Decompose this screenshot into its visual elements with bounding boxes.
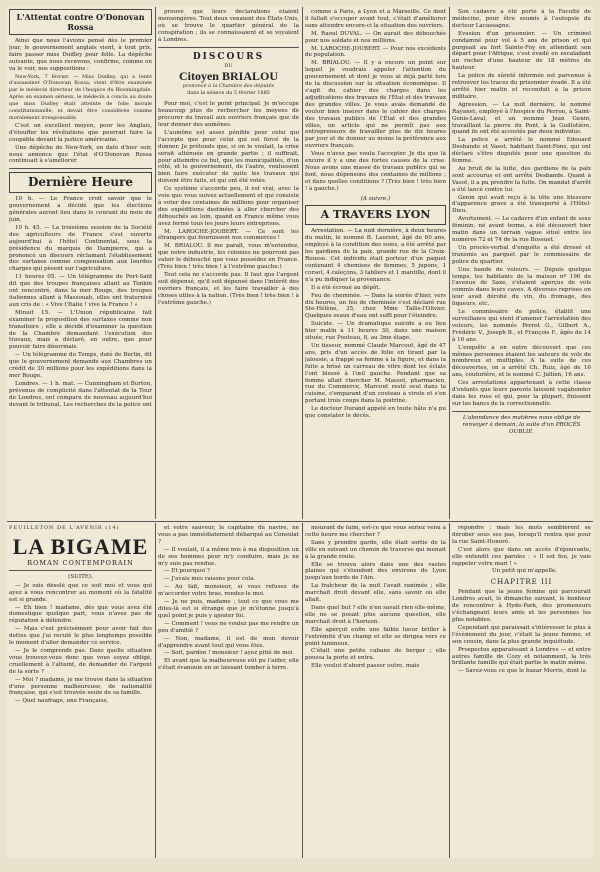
news-item: 10 h. 45. — La troisième session de la Société des agriculteurs de France s'est ouverte aujourd'hui à l'hôtel Continental, sous la présidence du marquis de Dampierre, qui a prononcé un discours réclamant l'établissement des surtaxes comme compensation aux lourdes charges qui pèsent sur l'agriculture. (9, 224, 152, 273)
discours-heading (158, 52, 299, 98)
feuilleton-paragraph: Et avant que la malheureuse eût pu l'aider, elle s'était évanouie en se laissant tomber à terre. (158, 658, 299, 672)
derniere-heure-box (9, 172, 152, 193)
column-1 (9, 9, 152, 519)
feuilleton-paragraph: Dans quel but ? elle n'en savait rien elle-même, elle ne se posait plus aucune question, elle marchait droit à l'horizon. (305, 604, 446, 625)
lyon-item: La police de sûreté informée est parvenue à retrouver les traces du prisonnier évadé. Il a été arrêté hier matin et reconduit à la prison militaire. (452, 73, 591, 100)
column-rule (449, 523, 450, 858)
lyon-item: Un tisseur, nommé Claude Marcout, âgé de 47 ans, pris d'un accès de folie en tirant par la jalousie, a frappé sa femme à la figure, et dans la fuite a brisé un carreau de vitre dont les éclats l'ont blessé à l'œil gauche. Pendant que sa femme allait chercher M. Massot, pharmacien, rue du Commerce, Marcout resté seul dans la cuisine, s'emparant d'un couteau à virole et s'en portant trois coups dans la poitrine. (305, 342, 446, 405)
column-3 (305, 9, 446, 519)
feuilleton-column-4 (452, 525, 591, 856)
news-item: 11 heures 05. — Un télégramme de Port-Saïd dit que des troupes françaises allant au Tonkin ont rencontré, dans la mer Rouge, des troupes italiennes allant à Massouah, elles ont fraternisé aux cris de : « Vive l'Italie ! vive la France ! » (9, 274, 152, 308)
divider (452, 411, 591, 412)
lyon-item: Arrestation. — La nuit dernière, à deux heures du matin, le nommé B. Laurent, âgé de 60 ans, employé à la condition des soies, a été arrêté par les gardiens de la paix, grande rue de la Croix-Rousse. Cet individu était porteur d'un paquet contenant 4 chemises de femmes, 5 jupons, 1 corset, 4 caleçons, 3 tabliers et 1 mantille, dont il n'a pu indiquer la provenance. (305, 228, 446, 283)
column-rule (449, 7, 450, 519)
feuilleton-paragraph: — Je ne puis, madame ; tout ce que vous me dites-là est si étrange que je m'étonne jusqu'à quel point je puis y ajouter foi. (158, 599, 299, 619)
speech-paragraph: M. LAROCHE-JOUBERT. — Ce sont les étrangers qui fournissent nos commerces ! (158, 228, 299, 242)
feuilleton-paragraph: Pendant que la jeune femme qui parcourait Londres avait, le dimanche suivant, le bonheur de rencontrer à Hyde-Park, des promeneurs s'échangeant leurs amis et les personnes les plus notables. (452, 589, 591, 623)
feuilleton-paragraph: Elle aperçut enfin une faible lueur briller à l'extrémité d'un champ et elle se dirigea vers ce point lumineux. (305, 626, 446, 647)
feuilleton-divider (7, 521, 593, 522)
news-item: Minuit 15. — L'Union républicaine fait examiner la proposition des surtaxes comme non transitoire ; elle a décidé d'examiner la question de la Chambre demandant l'exécution des travaux, mais a déclaré, en outre, que pour pouvoir faire désormais. (9, 309, 152, 351)
feuilleton-paragraph: et votre sauveur, le capitaine du navire, ne vous a pas immédiatement débarqué au Consulat ? (158, 525, 299, 545)
lyon-item: Une bande de voleurs. — Depuis quelque temps, les habitants de la maison nº 196 de l'avenue de Saxe, s'étaient aperçus de vols commis dans leurs caves. A diverses reprises on leur avait dérobé du vin, du fromage, des liqueurs, etc. (452, 266, 591, 308)
feuilleton-column-2 (158, 525, 299, 856)
speech-paragraph: M. Raoul DUVAL. — On aurait des débouchés pour nos soldats et nos millions. (305, 30, 446, 44)
lyon-item: Au bruit de la lutte, des gardiens de la paix sont accourus et ont arrêté Desbande. Quant à Vasot, il a pu prendre la fuite. On mandat d'arrêt a été lancé contre lui. (452, 165, 591, 193)
chapter-heading: CHAPITRE III (490, 578, 553, 587)
headline-attentat: L'Attentat contre O'Donovan Rossa (16, 12, 145, 32)
lyon-item: L'enquête a en outre découvert que ces mêmes personnes étaient les auteurs de vols de nombreux et multiples. A la suite de ces découvertes, on a arrêté Ch. Ruiz, âgé de 16 ans, couturière, et le nommé C. Jullien, 16 ans. (452, 344, 591, 379)
discours-title: DISCOURS (192, 51, 265, 62)
newspaper-page (7, 7, 593, 858)
lyon-item: Le docteur Durand appelé en toute hâte n'a pu que constater le décès. (305, 406, 446, 420)
lyon-item: Suicide. — Un dramatique suicide a eu lieu hier matin à 11 heures 30, dans une maison située, rue Pouteau, 8, au 3me étage. (305, 321, 446, 342)
speech-paragraph: L'aumône est assez pénible pour celui qui l'accepte que pour celui qui est forcé de la donner. Je prétends que, si on le voulait, la crise serait atténuée en grande partie ; il suffirait, pour atteindre ce but, que les municipalités, d'un côté, et le gouvernement, de l'autre, voulussent bien faire exécuter de suite les travaux qui doivent être faits, et qui ont été votés. (158, 129, 299, 185)
a-travers-lyon-title: A TRAVERS LYON (320, 208, 431, 222)
speech-continuation: comme à Paris, à Lyon et à Marseille. Ce dont il fallait s'occuper avant tout, c'était d'améliorer sans attendre encore-ci la situation des ouvriers. (305, 9, 446, 29)
feuilleton-paragraph: — Eh bien ! madame, dès que vous avez été domestique quelque part, vous n'avez pas de réputation à défendre. (9, 604, 152, 625)
speech-paragraph: Vous n'avez pas voulu l'accepter. Je dis que là encore il y a une des fortes causes de la crise. Nous avons une masse de travaux publics qui se font, nous dépensons des centaines de millions ; et dans quelles conditions ? (Très bien ! très bien ! à gauche.) (305, 151, 446, 192)
discours-orator: Citoyen BRIALOU (178, 69, 278, 84)
feuilleton-paragraph: C'était une petite cabane de berger ; elle poussa la porte et entra. (305, 648, 446, 662)
lyon-item: Il a été écroué au dépôt. (311, 284, 381, 291)
feuilleton-paragraph: — Je le comprends pas. Dans quelle situation vous trouvez-vous donc que vous soyez obligé, cruellement à l'atteint, de demander de l'argent de la sorte ? (9, 647, 152, 675)
feuilleton-title: LA BIGAME (12, 533, 149, 559)
news-item: 10 h. — Le France croit savoir que le gouvernement a décidé que les élections générales auront lieu dans le courant du mois de juin. (9, 196, 152, 224)
editorial-note: L'abondance des matières nous oblige de renvoyer à demain, la suite d'un PROCÈS OUBLIÉ. (462, 414, 581, 435)
feuilleton-paragraph: Prospectus apparaissant à Londres — et entre autres famille de Cozy et notamment, la très brillante famille qui était partie le matin même. (452, 646, 591, 667)
article-paragraph: C'est un excellent moyen, pour les Anglais, d'étouffer les révélations que pourrait faire la coupable devant la justice américaine. (9, 122, 152, 143)
feuilleton-column-3 (305, 525, 446, 856)
speech-paragraph: Pour moi, c'est le point principal. Je m'occupe beaucoup plus de rechercher les moyens de procurer du travail aux ouvriers français que de leur donner des aumônes. (158, 101, 299, 128)
lyon-item: Agression. — La nuit dernière, le nommé Rayanet, employé à l'hospice du Perron, à Saint-Genis-Laval, et un nommé Jean Genin, travaillant la pierre du Pont, à la Guillotière, quand ils ont été accostés par deux individus. (452, 101, 591, 136)
feuilleton-paragraph: — J'avais mes raisons pour cela. (164, 576, 256, 583)
column-rule (155, 7, 156, 519)
column-rule (302, 523, 303, 858)
article-intro: Ainsi que nous l'avions pensé dès le premier jour, le gouvernement anglais vient, à tout prix, faire passer miss Dudley pour folle. La dépêche suivante, que nous recevons, confirme, comme on va le voir, nos suppositions : (9, 38, 152, 72)
feuilleton-paragraph: La fraîcheur de la nuit l'avait ranimée ; elle marchait droit devant elle, sans savoir où elle allait. (305, 583, 446, 604)
discours-date: dans la séance du 5 février 1885 (187, 90, 270, 97)
speech-paragraph: M. BRIALOU. Il me paraît, vous m'entendez, que notre industrie, les colonies ne pourront pas valoir le débouché que vous possédez en France. (Très bien ! très bien ! à l'extrême gauche.) (158, 243, 299, 271)
lyon-item: La police a arrêté le nommé Edouard Desbande et Vasot, habitant Saint-Fons, qui ont déclaré s'être disputés pour une question de femme. (452, 137, 591, 165)
speech-paragraph: M. BRIALOU. — Il y a encore un point sur lequel je voudrais appeler l'attention du gouvernement et dont je vous ai déjà parlé lors de la discussion sur la situation économique. Il s'agit du cahier des charges dans les adjudications des travaux de l'État et des travaux des grandes villes. Je vous avais demandé de vouloir bien insérer dans le cahier des charges des travaux publics de l'État et des grandes villes, un article qui ne permît pas aux entrepreneurs de travailler plus de dix heures par jour et de donner au moins la préférence aux ouvriers français. (305, 60, 446, 150)
speech-paragraph: Ce système s'accorde peu, il est vrai, avec la voie que vous suivez actuellement et qui consiste à voter des centaines de millions pour organiser des expéditions destinées à aller chercher des débouchés au loin, quand en France même vous avez fermé tous les jours leurs entreprises. (158, 186, 299, 227)
feuilleton-paragraph: — Quel naufrage, une Française, (15, 698, 109, 705)
feuilleton-paragraph: Cependant qui paraissait s'intéresser le plus à l'événement du jour, c'était la jeune femme, et son cousin, dans la plus grande inquiétude. (452, 624, 591, 645)
speech-paragraph: M. LAROCHE-JOUBERT. — Pour nos excédents de population. (305, 45, 446, 59)
lyon-item: Genin qui avait reçu à la tête une blessure d'apparence grave a été transporté à l'Hôtel-Dieu. (452, 194, 591, 215)
column-2 (158, 9, 299, 519)
derniere-heure-title: Dernière Heure (27, 175, 134, 190)
feuilleton-paragraph: C'est alors que dans un accès d'épouvante, elle entendit ces paroles : « Il est fou, je vais rappeler votre mari ! » (452, 546, 591, 567)
feuilleton-paragraph: — Je suis désolé que ce soit moi et vous qui ayez à vous rencontrer au moment où la fatalité est si grande. (9, 582, 152, 603)
feuilleton-paragraph: Un petit qui m'appelle. (491, 568, 558, 575)
discours-du: DU (224, 62, 233, 69)
feuilleton-paragraph: — Comment ! vous ne voulez pas me rendre un peu d'amitié ? (158, 620, 299, 634)
feuilleton-paragraph: — Mais c'est précisément pour avoir fait des dettes que j'ai reculé le plus longtemps possible le moment d'aller demander ce service. (9, 626, 152, 647)
feuilleton-column-1 (9, 525, 152, 856)
feuilleton-paragraph: — Moi ? madame, je me trouve dans la situation d'une personne malheureuse, de nationalité française, qui s'est trouvée seule de sa famille. (9, 676, 152, 697)
feuilleton-paragraph: — Et pourquoi ? (164, 568, 210, 575)
news-item: Londres. — 1 h. mat. — Cunningham et Burton, prévenus de complicité dans l'attentat de la Tour de Londres, ont comparu de nouveau aujourd'hui devant le tribunal. Les recherches de la police ont (9, 380, 152, 408)
discours-occasion: prononcé à la Chambre des députés (182, 83, 275, 90)
feuilleton-paragraph: Elle se trouva alors dans une des vastes plaines qui s'étendent des environs de Lyon jusqu'aux bords de l'Ain. (305, 561, 446, 582)
article-paragraph: Une dépêche de New-York, en date d'hier soir, nous annonce que l'état d'O'Donovan Rossa continuait à s'améliorer. (9, 144, 152, 165)
feuilleton-paragraph: Elle voulut d'abord passer outre, mais (311, 663, 420, 670)
lyon-continuation: Son cadavre a été porté à la Faculté de médecine, pour être soumis à l'autopsie du docteur Lacassagne. (452, 9, 591, 29)
lyon-item: Evasion d'un prisonnier. — Un criminel condamné pour vol à 5 ans de prison et qui purgeait au fort Sainte-Foy en attendant son départ pour l'Afrique, s'est évadé en escaladant un rocher d'une hauteur de 18 mètres de hauteur. (452, 30, 591, 72)
dispatch-text: New-York, 7 février. — Miss Dudley, qui a tenté d'assassiner O'Donovan Rossa, vient d'être examinée par le médecin directeur de l'hospice du Bloomingdale. Après un examen sérieux, le médecin a conclu au doute que miss Dudley était atteinte de folie morale constitutionnelle, et devait être considérée comme moralement irresponsable. (9, 73, 152, 121)
lyon-item: Ces arrestations appartenant à cette classe d'enfants que leurs parents laissent vagabonder dans les rues et qui, pour la plupart, finissent sur les bancs de la correctionnelle. (452, 380, 591, 407)
divider (9, 168, 152, 169)
news-item: — Un télégramme du Temps, daté de Berlin, dit que le gouvernement demande aux Chambres un crédit de 30 millions pour les expéditions dans la mer Rouge. (9, 352, 152, 379)
lyon-item: Feu de cheminée. — Dans la soirée d'hier, vers dix heures, un feu de cheminée s'est déclaré rue Ste-Hélène, 35, chez Mme Tallis-l'Olivier. Quelques seaux d'eau ont suffi pour l'éteindre. (305, 292, 446, 320)
feuilleton-paragraph: — Au fait, monsieur, si vous refusez de m'accorder votre bras, rendez-le moi. (158, 584, 299, 598)
column-rule (302, 7, 303, 519)
column-rule (155, 523, 156, 858)
a-travers-lyon-box (305, 205, 446, 225)
feuilleton-paragraph: — Soit, pardon ! monsieur ! ayez pitié de moi. (164, 650, 295, 657)
feuilleton-subtitle: ROMAN CONTEMPORAIN (9, 559, 152, 571)
speech-paragraph: Tout cela ne s'accorde pas. Il faut que l'argent soit dépensé, qu'il soit dépensé dans l'intérêt des ouvriers français, et les faire travailler à des choses utiles à la nation. (Très bien ! très bien ! à l'extrême gauche.) (158, 272, 299, 306)
headline-box (9, 9, 152, 35)
feuilleton-paragraph: répondre ; mais les mots semblèrent se dérober sous ses pas, lorsqu'il rentra que pour la rue Saint-Honoré. (452, 525, 591, 545)
lyon-item: Avortement. — Le cadavre d'un enfant de sexe féminin, né avant terme, a été découvert hier matin dans un terrain vague situé entre les numéros 72 et 74 de la rue Bossuet. (452, 216, 591, 243)
lyon-item: Un procès-verbal d'enquête a été dressé et transmis au parquet par le commissaire de police du quartier. (452, 244, 591, 265)
feuilleton-paragraph: — Il voulait, il a même mis à ma disposition un de ses hommes pour m'y conduire, mais je ne m'y suis pas rendue. (158, 546, 299, 567)
divider (158, 47, 299, 48)
column-4 (452, 9, 591, 519)
feuilleton-paragraph: — Savez-vous ce que le bazar Morris, dont la (458, 668, 587, 675)
lyon-item: Le commissaire de police, établit une surveillance qui vient d'amener l'arrestation des voleurs, les nommés Perrot G., Gilbert A., Frédéric V., Joseph B., et François F., âgés de 14 à 16 ans. (452, 309, 591, 343)
feuilleton-suite: (SUITE). (68, 573, 93, 580)
feuilleton-paragraph: — Non, madame, il est de mon devoir d'apprendre avant tout qui vous êtes. (158, 635, 299, 649)
a-suivre: (A suivre.) (360, 195, 391, 202)
article-continuation: prouvé que leurs déclarations étaient mensongères. Tout deux venaient des États-Unis, où se trouve le quartier général de la conspiration ; ils se connaissaient et se voyaient à Londres. (158, 9, 299, 43)
feuilleton-paragraph: mourant de faim, est-ce que vous seriez venu à cette heure me chercher ? (305, 525, 446, 538)
feuilleton-header: FEUILLETON DE L'AVENIR (14) (9, 525, 120, 531)
feuilleton-paragraph: Sans y prendre garde, elle était sortie de la ville en suivant un chemin de traverse qui menait à la grande route. (305, 539, 446, 560)
